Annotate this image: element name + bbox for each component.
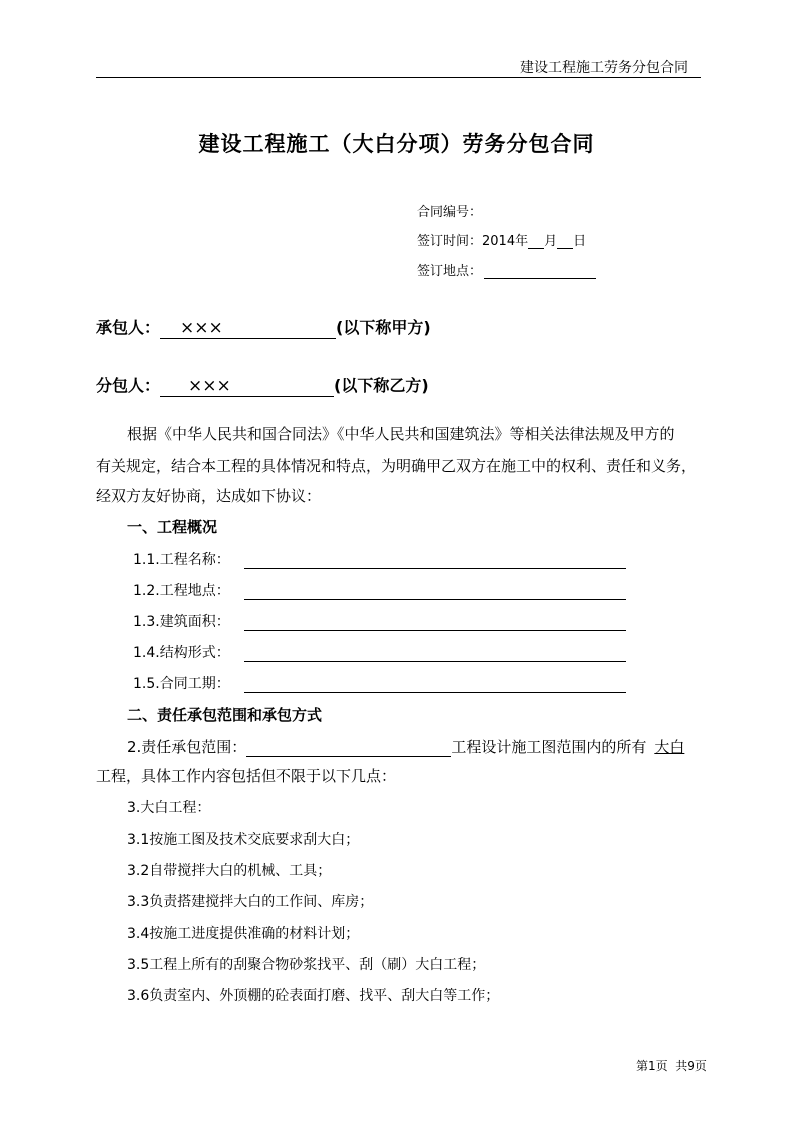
year-char: 年 (515, 234, 529, 249)
fill-line (244, 554, 626, 569)
overview-item-label: 1.2.工程地点： (133, 583, 230, 599)
scope-label: 2.责任承包范围： (127, 738, 247, 756)
section-2-title: 二、责任承包范围和承包方式 (127, 706, 323, 724)
sub-title: 3.大白工程： (127, 800, 211, 816)
contractor-label: 承包人： (96, 318, 161, 337)
clause-item: 3.3负责搭建搅拌大白的工作间、库房； (127, 894, 374, 910)
intro-line-2: 有关规定，结合本工程的具体情况和特点，为明确甲乙双方在施工中的权利、责任和义务， (96, 457, 697, 475)
scope-row (127, 736, 684, 757)
scope-mid: 工程设计施工图范围内的所有 (451, 738, 647, 756)
sign-time-row (417, 230, 586, 249)
scope-item: 大白 (654, 738, 685, 756)
overview-item (133, 642, 626, 662)
document-title: 建设工程施工（大白分项）劳务分包合同 (198, 131, 595, 156)
overview-item (133, 580, 626, 600)
subcontractor-suffix: (以下称乙方) (334, 376, 429, 395)
clause-item: 3.5工程上所有的刮聚合物砂浆找平、刮（刷）大白工程； (127, 957, 486, 973)
overview-item-label: 1.3.建筑面积： (133, 614, 230, 630)
overview-item (133, 611, 626, 631)
subcontractor-value: ××× (160, 376, 334, 397)
sign-place-row (417, 260, 596, 279)
sign-place-blank (484, 263, 596, 279)
fill-line (244, 585, 626, 600)
overview-item (133, 549, 626, 569)
clause-item: 3.6负责室内、外顶棚的砼表面打磨、找平、刮大白等工作； (127, 988, 500, 1004)
day-blank (557, 233, 573, 249)
header-rule (96, 77, 701, 78)
overview-item-label: 1.5.合同工期： (133, 676, 230, 692)
scope-tail: 工程，具体工作内容包括但不限于以下几点： (96, 767, 397, 785)
contract-number-row (417, 201, 482, 220)
subcontractor-row (96, 373, 429, 397)
intro-line-3: 经双方友好协商，达成如下协议： (96, 487, 322, 505)
contractor-value: ××× (160, 318, 336, 339)
clause-item: 3.4按施工进度提供准确的材料计划； (127, 926, 360, 942)
day-char: 日 (573, 234, 587, 249)
subcontractor-label: 分包人： (96, 376, 161, 395)
running-header: 建设工程施工劳务分包合同 (520, 60, 688, 76)
clause-item: 3.2自带搅拌大白的机械、工具； (127, 863, 332, 879)
month-char: 月 (544, 234, 558, 249)
fill-line (244, 678, 626, 693)
contractor-row (96, 315, 431, 339)
contractor-suffix: (以下称甲方) (336, 318, 431, 337)
sign-place-label: 签订地点： (417, 264, 483, 279)
month-blank (528, 233, 544, 249)
overview-item-label: 1.1.工程名称： (133, 552, 230, 568)
clause-item: 3.1按施工图及技术交底要求刮大白； (127, 832, 360, 848)
sign-year: 2014 (482, 234, 516, 249)
contract-number-label: 合同编号： (417, 205, 483, 220)
section-1-title: 一、工程概况 (127, 518, 218, 536)
intro-line-1: 根据《中华人民共和国合同法》《中华人民共和国建筑法》等相关法律法规及甲方的 (127, 425, 675, 443)
overview-item-label: 1.4.结构形式： (133, 645, 230, 661)
overview-item (133, 673, 626, 693)
page-number: 第1页 共9页 (636, 1059, 707, 1073)
sign-time-label: 签订时间： (417, 234, 483, 249)
scope-blank (246, 740, 451, 757)
fill-line (244, 647, 626, 662)
fill-line (244, 616, 626, 631)
